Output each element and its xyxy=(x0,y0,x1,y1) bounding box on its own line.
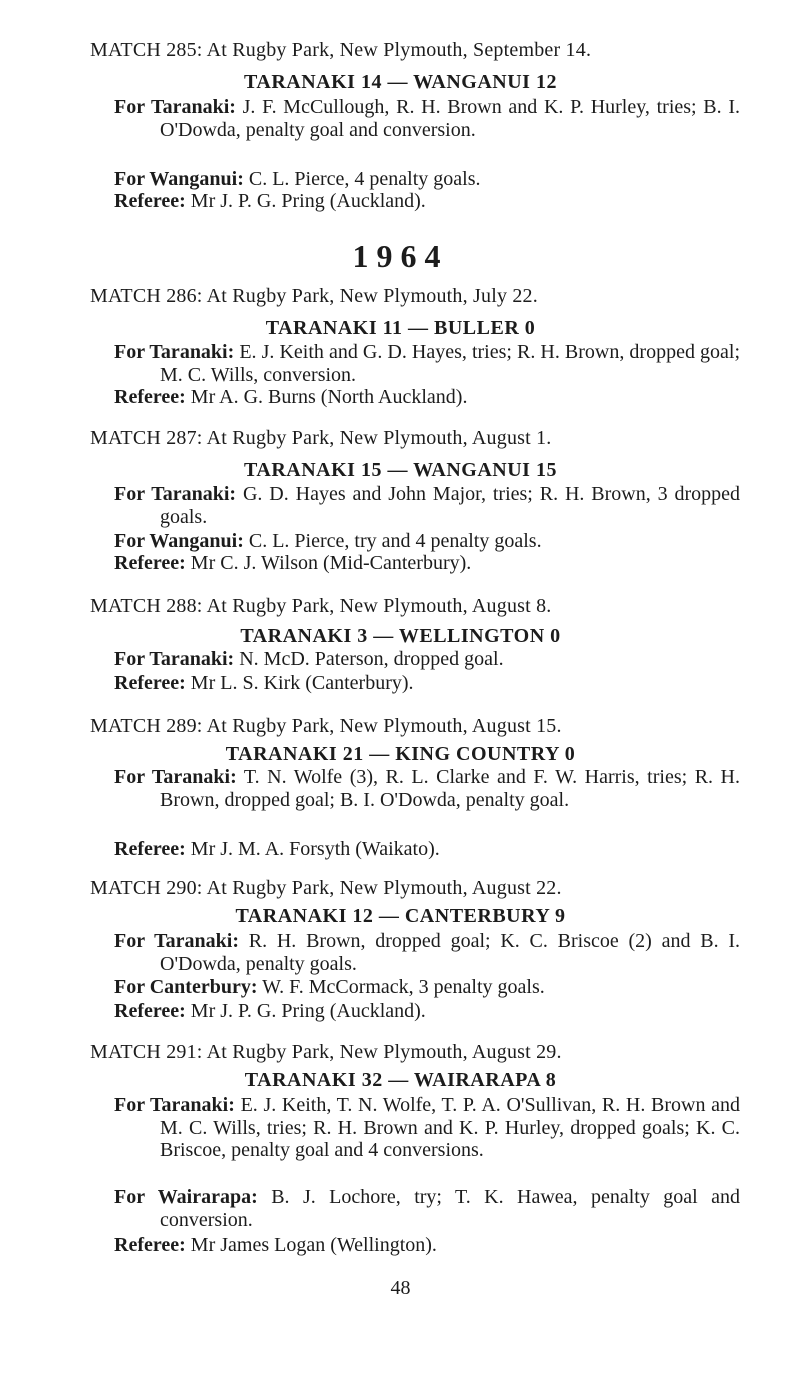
match-detail xyxy=(114,1000,740,1023)
page-number: 48 xyxy=(390,1277,411,1299)
detail-text: C. L. Pierce, try and 4 penalty goals. xyxy=(248,530,542,552)
detail-label: For Taranaki: xyxy=(114,96,236,118)
detail-label: For Taranaki: xyxy=(114,341,235,363)
match-detail xyxy=(114,190,740,213)
match-detail xyxy=(114,766,740,811)
detail-text: Mr A. G. Burns (North Auckland). xyxy=(190,386,468,408)
detail-label: Referee: xyxy=(114,672,186,694)
match-detail xyxy=(114,96,740,141)
match-score: TARANAKI 21 — KING COUNTRY 0 xyxy=(225,743,576,765)
match-detail xyxy=(114,483,740,528)
detail-text: Mr J. M. A. Forsyth (Waikato). xyxy=(190,838,440,860)
detail-label: Referee: xyxy=(114,1234,186,1256)
detail-label: Referee: xyxy=(114,386,186,408)
detail-label: For Taranaki: xyxy=(114,648,235,670)
match-score: TARANAKI 12 — CANTERBURY 9 xyxy=(235,905,566,927)
match-score: TARANAKI 15 — WANGANUI 15 xyxy=(244,459,557,481)
detail-label: For Taranaki: xyxy=(114,1094,235,1116)
detail-text: G. D. Hayes and John Major, tries; R. H. Brown, 3 dropped goals. xyxy=(160,483,741,528)
detail-label: Referee: xyxy=(114,838,186,860)
detail-text: T. N. Wolfe (3), R. L. Clarke and F. W. Harris, tries; R. H. Brown, dropped goal; B. I. O'Dowda, penalty goal. xyxy=(160,766,741,811)
match-detail xyxy=(114,672,740,695)
detail-text: Mr J. P. G. Pring (Auckland). xyxy=(190,1000,426,1022)
match-detail xyxy=(114,341,740,386)
detail-label: For Wairarapa: xyxy=(114,1186,258,1208)
detail-text: N. McD. Paterson, dropped goal. xyxy=(239,648,504,670)
detail-label: For Taranaki: xyxy=(114,766,237,788)
detail-text: W. F. McCormack, 3 penalty goals. xyxy=(262,976,545,998)
match-detail xyxy=(114,386,740,409)
match-heading: MATCH 289: At Rugby Park, New Plymouth, August 15. xyxy=(90,715,562,737)
match-heading: MATCH 290: At Rugby Park, New Plymouth, August 22. xyxy=(90,877,562,899)
match-detail xyxy=(114,552,740,575)
match-detail xyxy=(114,530,740,553)
detail-text: R. H. Brown, dropped goal; K. C. Briscoe (2) and B. I. O'Dowda, penalty goals. xyxy=(160,930,740,975)
match-heading: MATCH 291: At Rugby Park, New Plymouth, August 29. xyxy=(90,1041,562,1063)
match-detail xyxy=(114,1094,740,1162)
detail-text: E. J. Keith, T. N. Wolfe, T. P. A. O'Sullivan, R. H. Brown and M. C. Wills, tries; R. H. Brown and K. P. Hurley, dropped goals; K. C. Briscoe, penalty goal and 4 conversions. xyxy=(160,1094,740,1162)
detail-label: Referee: xyxy=(114,1000,186,1022)
match-detail xyxy=(114,648,740,671)
detail-text: C. L. Pierce, 4 penalty goals. xyxy=(248,168,481,190)
match-detail xyxy=(114,976,740,999)
match-score: TARANAKI 14 — WANGANUI 12 xyxy=(244,71,557,93)
detail-text: J. F. McCullough, R. H. Brown and K. P. Hurley, tries; B. I. O'Dowda, penalty goal and conversion. xyxy=(160,96,740,141)
match-heading: MATCH 288: At Rugby Park, New Plymouth, August 8. xyxy=(90,595,552,617)
detail-label: For Taranaki: xyxy=(114,483,237,505)
year-heading: 1964 xyxy=(352,238,449,274)
match-score: TARANAKI 32 — WAIRARAPA 8 xyxy=(244,1069,557,1091)
detail-label: For Canterbury: xyxy=(114,976,258,998)
match-detail xyxy=(114,930,740,975)
detail-label: Referee: xyxy=(114,190,186,212)
detail-text: Mr L. S. Kirk (Canterbury). xyxy=(190,672,414,694)
match-heading: MATCH 285: At Rugby Park, New Plymouth, September 14. xyxy=(90,39,592,61)
match-score: TARANAKI 3 — WELLINGTON 0 xyxy=(240,625,561,647)
detail-text: E. J. Keith and G. D. Hayes, tries; R. H. Brown, dropped goal; M. C. Wills, conversion. xyxy=(160,341,741,386)
detail-label: Referee: xyxy=(114,552,186,574)
match-heading: MATCH 286: At Rugby Park, New Plymouth, July 22. xyxy=(90,285,538,307)
match-detail xyxy=(114,168,740,191)
detail-label: For Wanganui: xyxy=(114,530,244,552)
match-detail xyxy=(114,1186,740,1231)
detail-label: For Taranaki: xyxy=(114,930,239,952)
match-score: TARANAKI 11 — BULLER 0 xyxy=(265,317,536,339)
detail-text: Mr J. P. G. Pring (Auckland). xyxy=(190,190,426,212)
match-heading: MATCH 287: At Rugby Park, New Plymouth, August 1. xyxy=(90,427,552,449)
detail-label: For Wanganui: xyxy=(114,168,244,190)
detail-text: Mr James Logan (Wellington). xyxy=(190,1234,437,1256)
match-detail xyxy=(114,1234,740,1257)
match-detail xyxy=(114,838,740,861)
detail-text: B. J. Lochore, try; T. K. Hawea, penalty goal and conversion. xyxy=(160,1186,740,1231)
detail-text: Mr C. J. Wilson (Mid-Canterbury). xyxy=(190,552,472,574)
